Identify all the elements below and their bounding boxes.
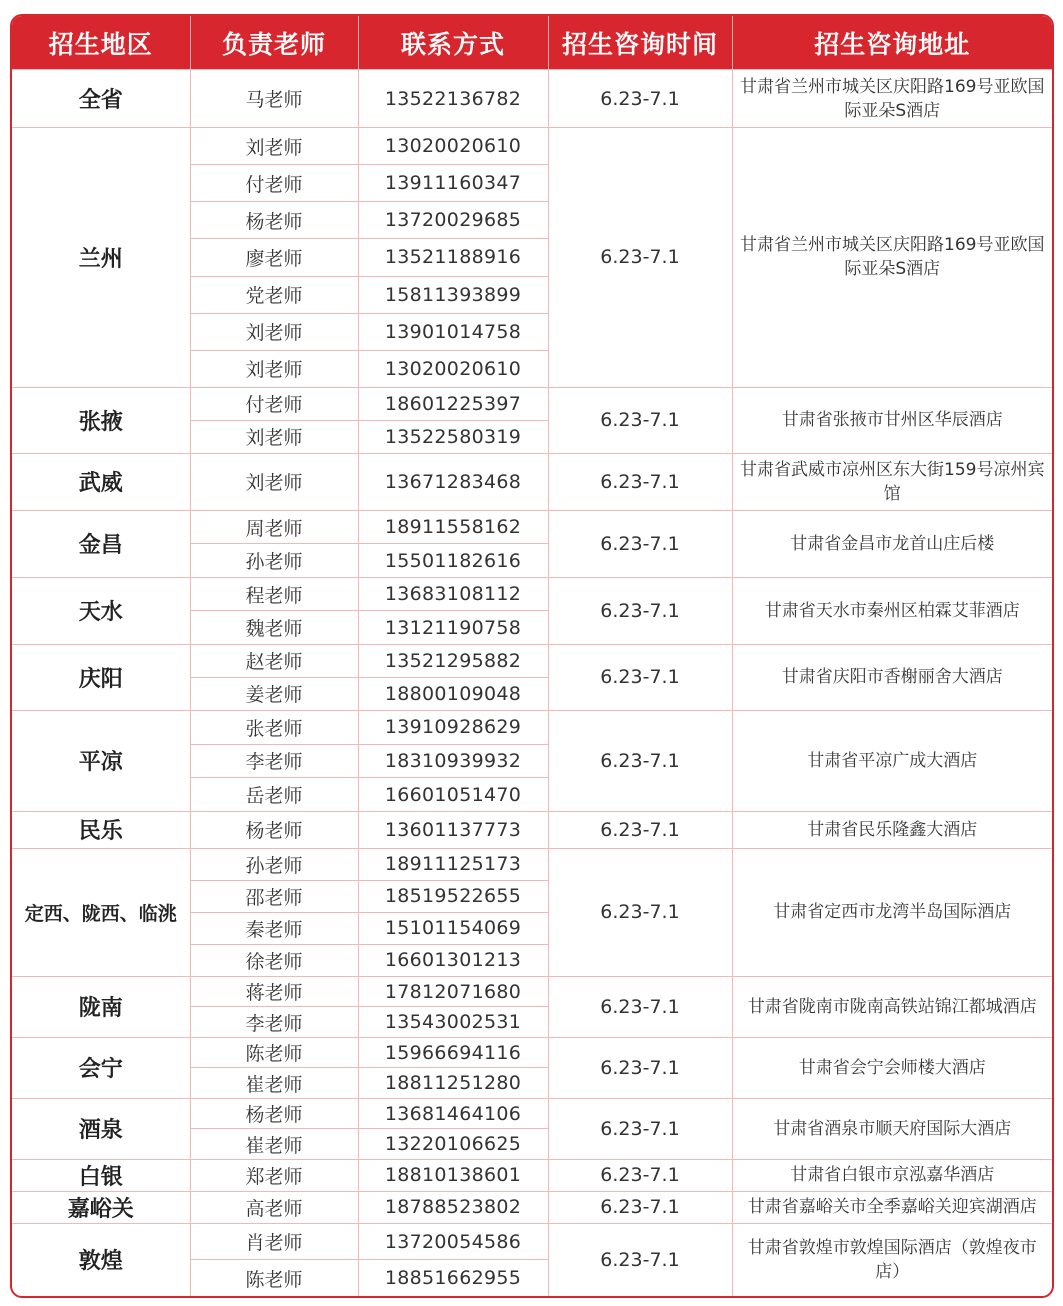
time-cell: 6.23-7.1 xyxy=(548,1037,732,1098)
teacher-cell: 李老师 xyxy=(190,1007,358,1038)
header-address: 招生咨询地址 xyxy=(732,16,1052,70)
region-cell: 金昌 xyxy=(12,510,190,577)
address-cell: 甘肃省兰州市城关区庆阳路169号亚欧国际亚朵S酒店 xyxy=(732,128,1052,388)
teacher-cell: 付老师 xyxy=(190,387,358,420)
teacher-cell: 邵老师 xyxy=(190,880,358,912)
address-cell: 甘肃省武威市凉州区东大街159号凉州宾馆 xyxy=(732,453,1052,510)
table-row xyxy=(12,1037,1052,1068)
address-cell: 甘肃省陇南市陇南高铁站锦江都城酒店 xyxy=(732,976,1052,1037)
region-cell: 敦煌 xyxy=(12,1223,190,1296)
teacher-cell: 郑老师 xyxy=(190,1159,358,1191)
time-cell: 6.23-7.1 xyxy=(548,644,732,710)
address-cell: 甘肃省张掖市甘州区华辰酒店 xyxy=(732,387,1052,453)
phone-cell: 18811251280 xyxy=(358,1068,548,1099)
phone-cell: 13543002531 xyxy=(358,1007,548,1038)
table-row xyxy=(12,1191,1052,1223)
teacher-cell: 孙老师 xyxy=(190,848,358,880)
teacher-cell: 孙老师 xyxy=(190,544,358,578)
region-cell: 嘉峪关 xyxy=(12,1191,190,1223)
phone-cell: 18601225397 xyxy=(358,387,548,420)
header-teacher: 负责老师 xyxy=(190,16,358,70)
region-cell: 酒泉 xyxy=(12,1098,190,1159)
phone-cell: 15501182616 xyxy=(358,544,548,578)
region-cell: 会宁 xyxy=(12,1037,190,1098)
region-cell: 兰州 xyxy=(12,128,190,388)
header-region: 招生地区 xyxy=(12,16,190,70)
time-cell: 6.23-7.1 xyxy=(548,976,732,1037)
time-cell: 6.23-7.1 xyxy=(548,387,732,453)
address-cell: 甘肃省庆阳市香榭丽舍大酒店 xyxy=(732,644,1052,710)
teacher-cell: 魏老师 xyxy=(190,611,358,645)
phone-cell: 13671283468 xyxy=(358,453,548,510)
phone-cell: 16601051470 xyxy=(358,778,548,812)
teacher-cell: 刘老师 xyxy=(190,128,358,165)
phone-cell: 13220106625 xyxy=(358,1129,548,1160)
region-cell: 武威 xyxy=(12,453,190,510)
region-cell: 全省 xyxy=(12,70,190,128)
address-cell: 甘肃省兰州市城关区庆阳路169号亚欧国际亚朵S酒店 xyxy=(732,70,1052,128)
teacher-cell: 肖老师 xyxy=(190,1223,358,1260)
header-time: 招生咨询时间 xyxy=(548,16,732,70)
table-row xyxy=(12,453,1052,510)
teacher-cell: 秦老师 xyxy=(190,912,358,944)
region-cell: 白银 xyxy=(12,1159,190,1191)
phone-cell: 18310939932 xyxy=(358,744,548,778)
teacher-cell: 刘老师 xyxy=(190,313,358,350)
teacher-cell: 马老师 xyxy=(190,70,358,128)
teacher-cell: 党老师 xyxy=(190,276,358,313)
time-cell: 6.23-7.1 xyxy=(548,1098,732,1159)
teacher-cell: 崔老师 xyxy=(190,1068,358,1099)
teacher-cell: 杨老师 xyxy=(190,202,358,239)
time-cell: 6.23-7.1 xyxy=(548,1191,732,1223)
table-row xyxy=(12,70,1052,128)
table-row xyxy=(12,710,1052,744)
time-cell: 6.23-7.1 xyxy=(548,811,732,848)
teacher-cell: 付老师 xyxy=(190,165,358,202)
teacher-cell: 张老师 xyxy=(190,710,358,744)
phone-cell: 13601137773 xyxy=(358,811,548,848)
region-cell: 陇南 xyxy=(12,976,190,1037)
table-row xyxy=(12,577,1052,611)
phone-cell: 13522136782 xyxy=(358,70,548,128)
table-row xyxy=(12,811,1052,848)
phone-cell: 15101154069 xyxy=(358,912,548,944)
table-header-row xyxy=(12,16,1052,70)
time-cell: 6.23-7.1 xyxy=(548,1223,732,1296)
phone-cell: 18800109048 xyxy=(358,677,548,710)
teacher-cell: 姜老师 xyxy=(190,677,358,710)
table-row xyxy=(12,1159,1052,1191)
time-cell: 6.23-7.1 xyxy=(548,453,732,510)
address-cell: 甘肃省敦煌市敦煌国际酒店（敦煌夜市店） xyxy=(732,1223,1052,1296)
phone-cell: 17812071680 xyxy=(358,976,548,1007)
phone-cell: 15811393899 xyxy=(358,276,548,313)
phone-cell: 13020020610 xyxy=(358,350,548,387)
table-body xyxy=(12,70,1052,1297)
phone-cell: 13910928629 xyxy=(358,710,548,744)
teacher-cell: 陈老师 xyxy=(190,1037,358,1068)
teacher-cell: 高老师 xyxy=(190,1191,358,1223)
time-cell: 6.23-7.1 xyxy=(548,848,732,976)
address-cell: 甘肃省会宁会师楼大酒店 xyxy=(732,1037,1052,1098)
teacher-cell: 蒋老师 xyxy=(190,976,358,1007)
region-cell: 庆阳 xyxy=(12,644,190,710)
table-row xyxy=(12,644,1052,677)
teacher-cell: 赵老师 xyxy=(190,644,358,677)
teacher-cell: 刘老师 xyxy=(190,420,358,453)
phone-cell: 15966694116 xyxy=(358,1037,548,1068)
table-row xyxy=(12,848,1052,880)
phone-cell: 18519522655 xyxy=(358,880,548,912)
address-cell: 甘肃省平凉广成大酒店 xyxy=(732,710,1052,811)
phone-cell: 13683108112 xyxy=(358,577,548,611)
address-cell: 甘肃省酒泉市顺天府国际大酒店 xyxy=(732,1098,1052,1159)
address-cell: 甘肃省民乐隆鑫大酒店 xyxy=(732,811,1052,848)
time-cell: 6.23-7.1 xyxy=(548,710,732,811)
region-cell: 定西、陇西、临洮 xyxy=(12,848,190,976)
teacher-cell: 刘老师 xyxy=(190,453,358,510)
teacher-cell: 杨老师 xyxy=(190,1098,358,1129)
teacher-cell: 崔老师 xyxy=(190,1129,358,1160)
phone-cell: 13020020610 xyxy=(358,128,548,165)
address-cell: 甘肃省金昌市龙首山庄后楼 xyxy=(732,510,1052,577)
teacher-cell: 周老师 xyxy=(190,510,358,544)
time-cell: 6.23-7.1 xyxy=(548,70,732,128)
table-row xyxy=(12,128,1052,165)
region-cell: 天水 xyxy=(12,577,190,644)
phone-cell: 13121190758 xyxy=(358,611,548,645)
region-cell: 民乐 xyxy=(12,811,190,848)
enrollment-table xyxy=(12,16,1052,1297)
phone-cell: 18788523802 xyxy=(358,1191,548,1223)
phone-cell: 13522580319 xyxy=(358,420,548,453)
time-cell: 6.23-7.1 xyxy=(548,128,732,388)
phone-cell: 18851662955 xyxy=(358,1260,548,1297)
teacher-cell: 陈老师 xyxy=(190,1260,358,1297)
teacher-cell: 刘老师 xyxy=(190,350,358,387)
phone-cell: 13720029685 xyxy=(358,202,548,239)
time-cell: 6.23-7.1 xyxy=(548,1159,732,1191)
header-contact: 联系方式 xyxy=(358,16,548,70)
teacher-cell: 李老师 xyxy=(190,744,358,778)
phone-cell: 18911558162 xyxy=(358,510,548,544)
teacher-cell: 徐老师 xyxy=(190,944,358,976)
address-cell: 甘肃省天水市秦州区柏霖艾菲酒店 xyxy=(732,577,1052,644)
table-row xyxy=(12,1098,1052,1129)
teacher-cell: 程老师 xyxy=(190,577,358,611)
teacher-cell: 岳老师 xyxy=(190,778,358,812)
time-cell: 6.23-7.1 xyxy=(548,577,732,644)
phone-cell: 16601301213 xyxy=(358,944,548,976)
phone-cell: 13911160347 xyxy=(358,165,548,202)
table-row xyxy=(12,510,1052,544)
phone-cell: 13681464106 xyxy=(358,1098,548,1129)
phone-cell: 13720054586 xyxy=(358,1223,548,1260)
teacher-cell: 廖老师 xyxy=(190,239,358,276)
phone-cell: 13901014758 xyxy=(358,313,548,350)
phone-cell: 13521188916 xyxy=(358,239,548,276)
enrollment-table-frame xyxy=(10,14,1054,1298)
table-row xyxy=(12,387,1052,420)
address-cell: 甘肃省定西市龙湾半岛国际酒店 xyxy=(732,848,1052,976)
region-cell: 平凉 xyxy=(12,710,190,811)
address-cell: 甘肃省嘉峪关市全季嘉峪关迎宾湖酒店 xyxy=(732,1191,1052,1223)
address-cell: 甘肃省白银市京泓嘉华酒店 xyxy=(732,1159,1052,1191)
teacher-cell: 杨老师 xyxy=(190,811,358,848)
phone-cell: 18911125173 xyxy=(358,848,548,880)
time-cell: 6.23-7.1 xyxy=(548,510,732,577)
table-row xyxy=(12,1223,1052,1260)
phone-cell: 13521295882 xyxy=(358,644,548,677)
region-cell: 张掖 xyxy=(12,387,190,453)
phone-cell: 18810138601 xyxy=(358,1159,548,1191)
table-row xyxy=(12,976,1052,1007)
